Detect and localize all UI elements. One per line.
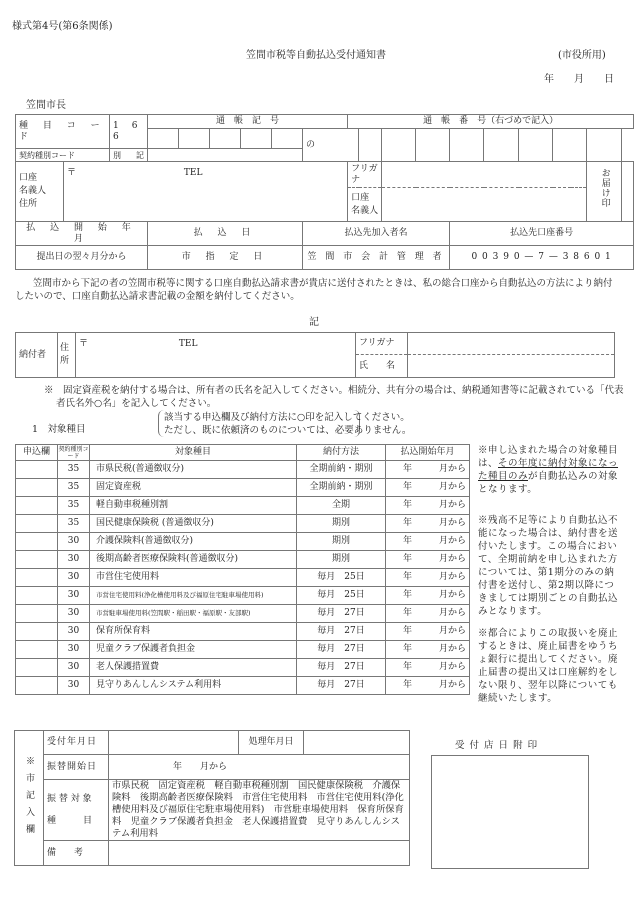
code-cell: 30: [58, 641, 90, 659]
start-month: 月から: [438, 680, 466, 690]
item-cell: 市営住宅使用料(浄化槽使用料及び福原住宅駐車場使用料): [90, 587, 297, 605]
holder-furigana-field[interactable]: [382, 162, 587, 188]
passbook-number-digit[interactable]: [416, 129, 450, 162]
start-month: 月から: [438, 518, 466, 528]
city-side-label-text: ※市記入欄: [24, 755, 34, 841]
payer-furigana-label: フリガナ: [356, 333, 408, 355]
postal-mark: 〒: [67, 168, 77, 178]
apply-cell[interactable]: [16, 479, 58, 497]
section1-instruction: [164, 411, 411, 437]
start-year: 年: [403, 644, 413, 654]
payer-name-label: 氏 名: [356, 355, 408, 378]
passbook-number-digit[interactable]: [519, 129, 553, 162]
passbook-symbol-digit[interactable]: [210, 129, 241, 149]
start-cell[interactable]: [386, 497, 470, 515]
item-cell: 市営住宅使用料: [90, 569, 297, 587]
item-cell: 児童クラブ保護者負担金: [90, 641, 297, 659]
city-side-label: [15, 731, 44, 866]
start-month: 月から: [438, 500, 466, 510]
apply-cell[interactable]: [16, 461, 58, 479]
table-row: [16, 533, 470, 551]
side-note-1: [478, 444, 624, 496]
holder-address-label-2: 名義人: [19, 186, 47, 196]
processed-date-label: 処理年月日: [239, 731, 304, 755]
table-row: [16, 623, 470, 641]
item-cell: 市県民税(普通徴収分): [90, 461, 297, 479]
start-month: 月から: [438, 662, 466, 672]
table-row: [16, 551, 470, 569]
apply-cell[interactable]: [16, 623, 58, 641]
holder-address-field[interactable]: [64, 162, 348, 222]
method-cell[interactable]: 毎月 27日: [297, 605, 386, 623]
header-method: 納付方法: [297, 445, 386, 461]
remarks-label: 備 考: [44, 841, 109, 866]
start-cell[interactable]: [386, 533, 470, 551]
table-row: [16, 497, 470, 515]
side-note-1-underlined: その年度に納付対象になった種目のみ: [478, 458, 619, 482]
table-row: [16, 461, 470, 479]
code-cell: 30: [58, 551, 90, 569]
apply-cell[interactable]: [16, 587, 58, 605]
table-row: [16, 677, 470, 695]
transfer-items-label-1: 振 替 対 象: [47, 794, 92, 804]
code-cell: 35: [58, 461, 90, 479]
start-cell[interactable]: [386, 677, 470, 695]
contract-code-label: 契約種別コード: [16, 149, 110, 162]
pay-day-label: 払 込 日: [148, 222, 303, 246]
method-cell[interactable]: 期別: [297, 533, 386, 551]
passbook-symbol-digit[interactable]: [241, 129, 272, 149]
start-year: 年: [403, 500, 413, 510]
section1-instruction-2: ただし、既に依頼済のものについては、必要ありません。: [164, 425, 412, 436]
start-month: 月から: [438, 626, 466, 636]
start-cell[interactable]: [386, 461, 470, 479]
payer-address-label-1: 住: [60, 343, 70, 353]
payee-account-label: 払込先口座番号: [450, 222, 634, 246]
table-row: [16, 587, 470, 605]
date-year: 年: [544, 74, 554, 85]
furigana-label: フリガナ: [348, 162, 382, 188]
side-note-2: ※残高不足等により自動払込不能になった場合は、納付書を送付いたします。この場合において、全期前納を申し込まれた方については、第1期分のみの納付書を送付し、第2期以降につきましては期別ごとの自動払込みとなります。: [478, 515, 619, 617]
copy-label: (市役所用): [558, 50, 606, 61]
apply-cell[interactable]: [16, 515, 58, 533]
side-note-1b: が自動払込みの対象となります。: [478, 471, 619, 495]
remarks-field[interactable]: [109, 841, 410, 866]
items-table: [15, 444, 470, 695]
header-apply: 申込欄: [16, 445, 58, 461]
start-year: 年: [403, 572, 413, 582]
item-cell: 市営駐車場使用料(笠間駅・稲田駅・福原駅・友部駅): [90, 605, 297, 623]
start-year: 年: [403, 518, 413, 528]
passbook-number-digit[interactable]: [359, 129, 382, 162]
item-cell: 国民健康保険税 (普通徴収分): [90, 515, 297, 533]
no-label: の: [303, 129, 359, 162]
start-cell[interactable]: [386, 605, 470, 623]
start-year: 年: [403, 590, 413, 600]
code-cell: 30: [58, 533, 90, 551]
table-row: [16, 569, 470, 587]
code-cell: 30: [58, 587, 90, 605]
item-cell: 固定資産税: [90, 479, 297, 497]
item-cell: 後期高齢者医療保険料(普通徴収分): [90, 551, 297, 569]
start-year: 年: [403, 680, 413, 690]
seal-field[interactable]: [622, 162, 634, 222]
passbook-symbol-label: 通 帳 記 号: [148, 115, 348, 129]
start-cell[interactable]: [386, 587, 470, 605]
start-month: 月から: [438, 644, 466, 654]
method-cell[interactable]: 期別: [297, 515, 386, 533]
method-cell[interactable]: 毎月 25日: [297, 587, 386, 605]
contract-code-value-a: 別: [113, 150, 122, 160]
method-cell[interactable]: 毎月 27日: [297, 677, 386, 695]
apply-cell[interactable]: [16, 533, 58, 551]
passbook-symbol-digit[interactable]: [272, 129, 303, 149]
code-cell: 30: [58, 569, 90, 587]
start-month: 月から: [438, 482, 466, 492]
account-table: [15, 114, 634, 270]
header-start: 払込開始年月: [386, 445, 470, 461]
payee-name-value: 笠 間 市 会 計 管 理 者: [303, 246, 450, 270]
start-cell[interactable]: [386, 659, 470, 677]
table-row: [16, 479, 470, 497]
code-cell: 35: [58, 515, 90, 533]
start-month-value: 提出日の翌々月分から: [16, 246, 148, 270]
passbook-number-digit[interactable]: [382, 129, 416, 162]
method-cell[interactable]: 毎月 25日: [297, 569, 386, 587]
payer-postal-mark: 〒: [79, 339, 89, 349]
start-year: 年: [403, 662, 413, 672]
method-cell[interactable]: 毎月 27日: [297, 641, 386, 659]
tel-label: TEL: [183, 168, 203, 178]
start-month: 月から: [438, 464, 466, 474]
apply-cell[interactable]: [16, 551, 58, 569]
passbook-number-digit[interactable]: [553, 129, 587, 162]
transfer-items-value: 市県民税 固定資産税 軽自動車税種別割 国民健康保険税 介護保険料 後期高齢者医療保険料 市営住宅使用料 市営住宅使用料(浄化槽使用料及び福原住宅駐車場使用料) 市営駐車場使用料 保育所保育料 児童クラブ保護者負担金 老人保護措置費 見守りあんしんシステム利用料: [109, 780, 410, 841]
holder-address-label-3: 住所: [19, 199, 38, 209]
start-cell[interactable]: [386, 515, 470, 533]
holder-name-label-1: 口座: [351, 192, 370, 203]
start-year: 年: [403, 536, 413, 546]
header-code: 契約種別コード: [58, 445, 89, 460]
table-row: [16, 515, 470, 533]
date-day: 日: [604, 74, 614, 85]
payee-account-value: 0 0 3 9 0 — 7 — 3 8 6 0 1: [450, 246, 634, 270]
table-row: [16, 605, 470, 623]
apply-cell[interactable]: [16, 677, 58, 695]
start-cell[interactable]: [386, 569, 470, 587]
code-cell: 30: [58, 659, 90, 677]
header-item: 対象種目: [90, 445, 297, 461]
passbook-symbol-digit[interactable]: [179, 129, 210, 149]
start-month: 月から: [438, 554, 466, 564]
method-cell[interactable]: 毎月 27日: [297, 623, 386, 641]
apply-cell[interactable]: [16, 497, 58, 515]
start-cell[interactable]: [386, 641, 470, 659]
received-date-label: 受付年月日: [44, 731, 109, 755]
passbook-number-digit[interactable]: [450, 129, 484, 162]
transfer-start-value: 年 月から: [109, 755, 410, 780]
holder-name-field[interactable]: [382, 188, 587, 222]
start-month: 月から: [438, 572, 466, 582]
page-title: 笠間市税等自動払込受付通知書: [246, 50, 386, 61]
start-cell[interactable]: [386, 551, 470, 569]
payer-name-field[interactable]: [408, 355, 615, 378]
apply-cell[interactable]: [16, 659, 58, 677]
ki-label: 記: [309, 317, 319, 328]
method-cell[interactable]: 全期前納・期別: [297, 461, 386, 479]
payee-name-label: 払込先加入者名: [303, 222, 450, 246]
start-year: 年: [403, 464, 413, 474]
transfer-items-label-2: 種 目: [47, 816, 93, 826]
apply-cell[interactable]: [16, 641, 58, 659]
holder-name-label-2: 名義人: [351, 205, 379, 216]
bank-stamp-label: 受 付 店 日 附 印: [455, 740, 539, 751]
method-cell[interactable]: 期別: [297, 551, 386, 569]
method-cell[interactable]: 毎月 27日: [297, 659, 386, 677]
passbook-number-digit[interactable]: [484, 129, 519, 162]
item-cell: 老人保護措置費: [90, 659, 297, 677]
received-date-field[interactable]: [109, 731, 239, 755]
passbook-symbol-digit[interactable]: [148, 129, 179, 149]
payer-address-field[interactable]: [76, 333, 356, 378]
processed-date-field[interactable]: [304, 731, 410, 755]
item-cell: 保育所保育料: [90, 623, 297, 641]
start-year: 年: [403, 626, 413, 636]
item-cell: 軽自動車税種別割: [90, 497, 297, 515]
item-cell: 介護保険料(普通徴収分): [90, 533, 297, 551]
form-number: 様式第4号(第6条関係): [12, 21, 113, 32]
request-text: 笠間市から下記の者の笠間市税等に関する口座自動払込請求書が貴店に送付されたときは、私の総合口座から自動払込の方法により納付したいので、口座自動払込請求書記載の金額を納付してください。: [15, 278, 613, 302]
side-note-3: ※都合によりこの取扱いを廃止するときは、廃止届書をゆうちょ銀行に提出してください。廃止届書の提出又は口座解約をしない限り、翌年以降についても継続いたします。: [478, 628, 619, 704]
payer-address-label-2: 所: [60, 356, 70, 366]
fixed-asset-note: ※ 固定資産税を納付する場合は、所有者の氏名を記入してください。相続分、共有分の場合は、納税通知書等に記載されている「代表者氏名外○名」を記入してください。: [44, 385, 624, 409]
apply-cell[interactable]: [16, 605, 58, 623]
start-year: 年: [403, 554, 413, 564]
start-year: 年: [403, 482, 413, 492]
section1-instruction-1: 該当する申込欄及び納付方法に○印を記入してください。: [164, 412, 410, 423]
transfer-start-label: 振替開始日: [44, 755, 109, 780]
start-cell[interactable]: [386, 623, 470, 641]
payer-furigana-field[interactable]: [408, 333, 615, 355]
addressee: 笠間市長: [26, 100, 66, 111]
type-code-value: 1 6 6: [110, 115, 148, 149]
table-row: [16, 641, 470, 659]
code-cell: 35: [58, 479, 90, 497]
item-cell: 見守りあんしんシステム利用料: [90, 677, 297, 695]
section1-label: 1 対象種目: [32, 424, 86, 435]
seal-label: お届け印: [587, 162, 622, 222]
method-cell[interactable]: 全期: [297, 497, 386, 515]
table-row: [16, 659, 470, 677]
start-month: 月から: [438, 608, 466, 618]
start-month-label: 払 込 開 始 年 月: [16, 222, 148, 246]
holder-address-label-1: 口座: [19, 173, 38, 183]
passbook-number-label: 通 帳 番 号（右づめで記入）: [348, 115, 634, 129]
start-cell[interactable]: [386, 479, 470, 497]
pay-day-value: 市 指 定 日: [148, 246, 303, 270]
city-entry-table: [14, 730, 410, 866]
side-note-1a: ※申し込まれた場合の対象種目は、: [478, 445, 619, 469]
code-cell: 35: [58, 497, 90, 515]
date-month: 月: [574, 74, 584, 85]
start-year: 年: [403, 608, 413, 618]
payer-table: [15, 332, 615, 378]
contract-code-value-b: 記: [136, 150, 145, 160]
code-cell: 30: [58, 605, 90, 623]
payer-tel-label: TEL: [178, 339, 198, 349]
apply-cell[interactable]: [16, 569, 58, 587]
code-cell: 30: [58, 623, 90, 641]
bank-stamp-box[interactable]: [431, 755, 589, 869]
type-code-label: 種 目 コ ー ド: [16, 115, 110, 149]
passbook-number-digit[interactable]: [587, 129, 622, 162]
code-cell: 30: [58, 677, 90, 695]
method-cell[interactable]: 全期前納・期別: [297, 479, 386, 497]
start-month: 月から: [438, 536, 466, 546]
start-month: 月から: [438, 590, 466, 600]
payer-label: 納付者: [16, 333, 58, 378]
